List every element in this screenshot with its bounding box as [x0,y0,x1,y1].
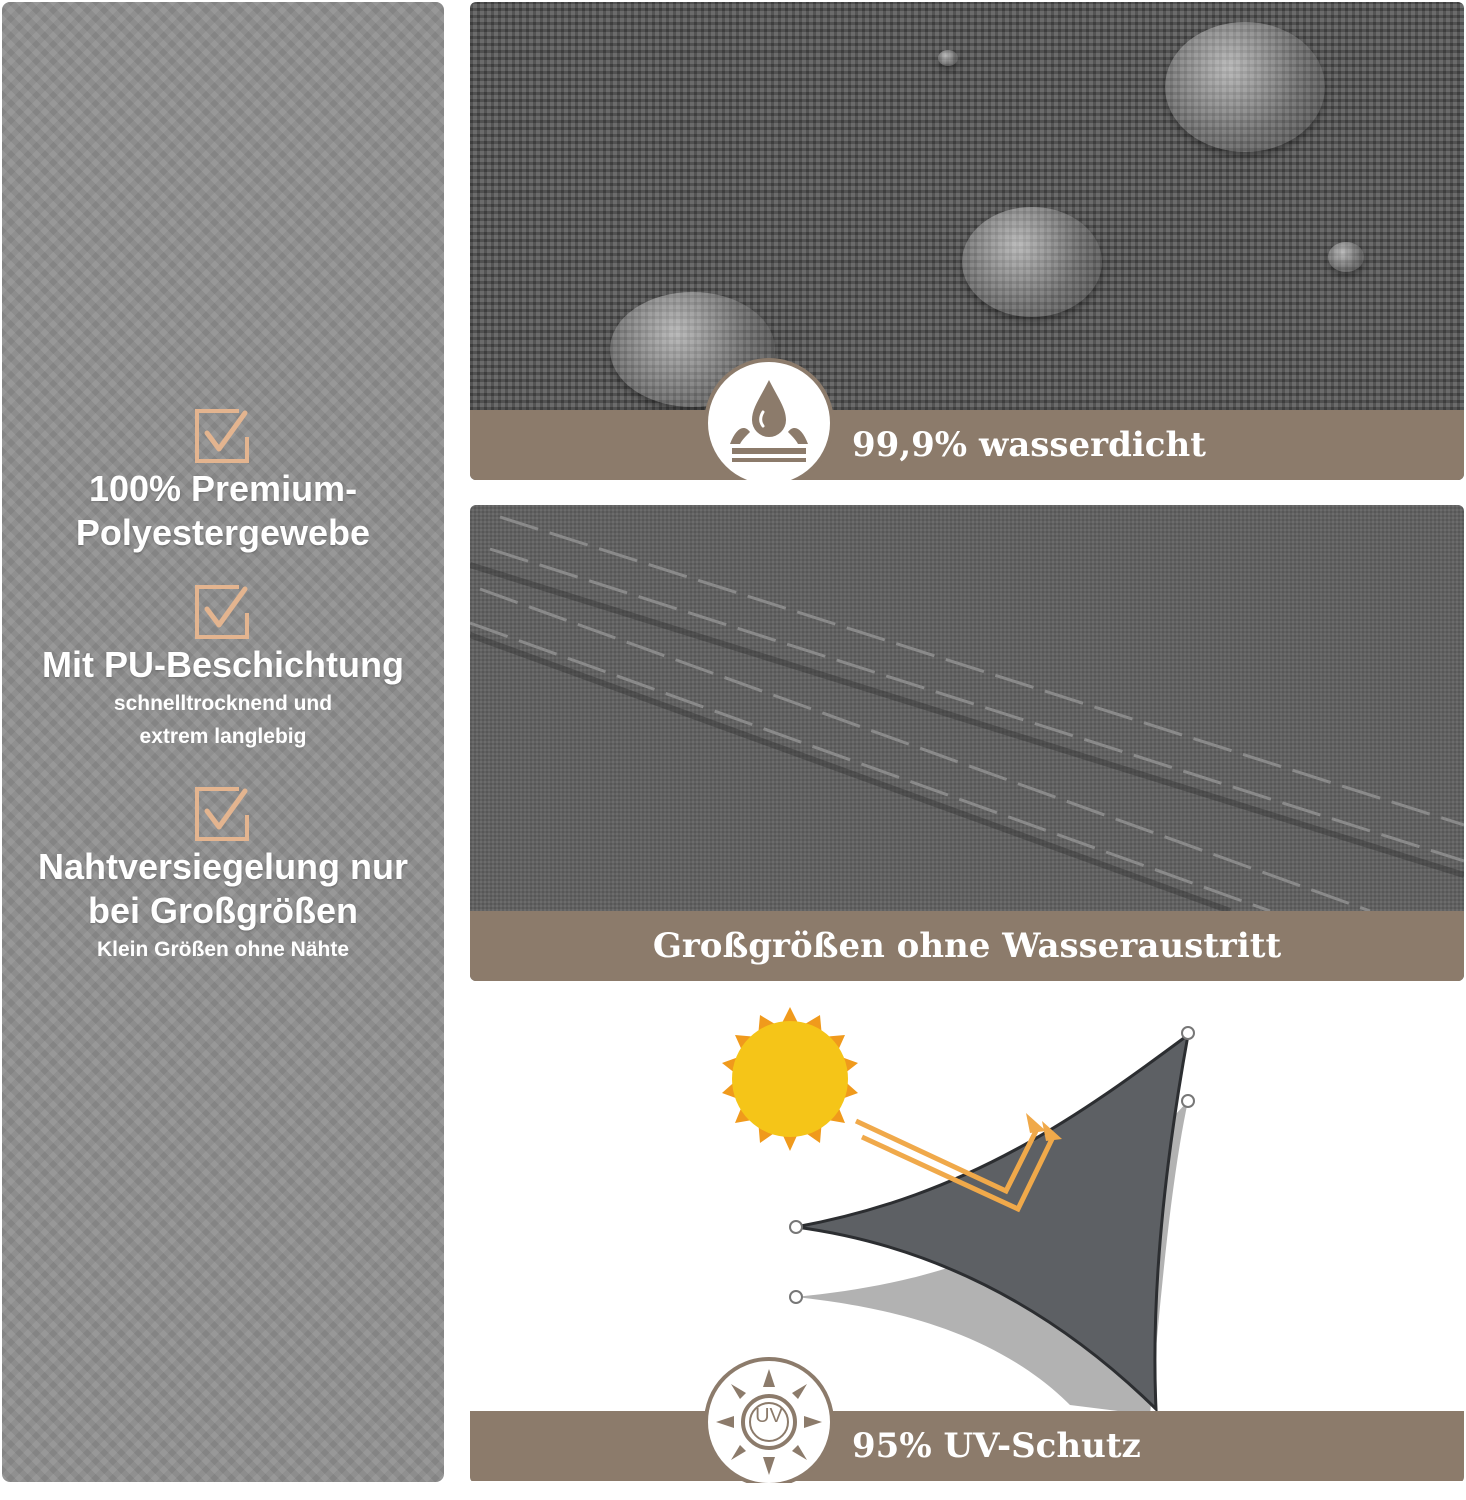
waterproof-drop-icon [708,362,830,480]
uv-icon-text: UV [755,1405,783,1427]
ring-icon [1182,1095,1194,1107]
sun-icon [722,1007,858,1151]
checkbox-icon [193,785,253,843]
ring-icon [1182,1027,1194,1039]
feature-subtitle: Klein Größen ohne Nähte [96,938,350,961]
feature-title: Nahtversiegelung nur bei Großgrößen [37,846,409,931]
label-band [470,911,1464,981]
water-drop [1328,242,1364,272]
waterproof-badge [704,358,834,480]
uv-badge [704,1357,834,1483]
panel-label: 99,9% wasserdicht [852,425,1206,465]
feature-premium-polyester [2,407,444,555]
label-band [470,1411,1464,1481]
ring-icon [790,1221,802,1233]
feature-panel [2,2,444,1482]
sail-illustration [470,1005,1464,1415]
feature-pu-coating [2,583,444,753]
seam-lines [470,505,1464,911]
checkbox-icon [193,407,253,465]
ring-icon [790,1291,802,1303]
waterproof-panel [470,2,1464,480]
water-drop [962,207,1102,317]
feature-title: Mit PU-Beschichtung [41,644,404,685]
feature-subtitle: schnelltrocknend und extrem langlebig [113,692,333,748]
water-drop [1165,22,1325,152]
feature-seam-sealing [2,785,444,966]
feature-title: 100% Premium- Polyestergewebe [75,468,371,553]
panel-label: Großgrößen ohne Wasseraustritt [652,926,1282,966]
checkbox-icon [193,583,253,641]
label-band [470,410,1464,480]
seam-panel [470,505,1464,981]
uv-panel [470,1005,1464,1483]
panel-label: 95% UV-Schutz [852,1426,1141,1466]
water-drop [938,50,958,66]
